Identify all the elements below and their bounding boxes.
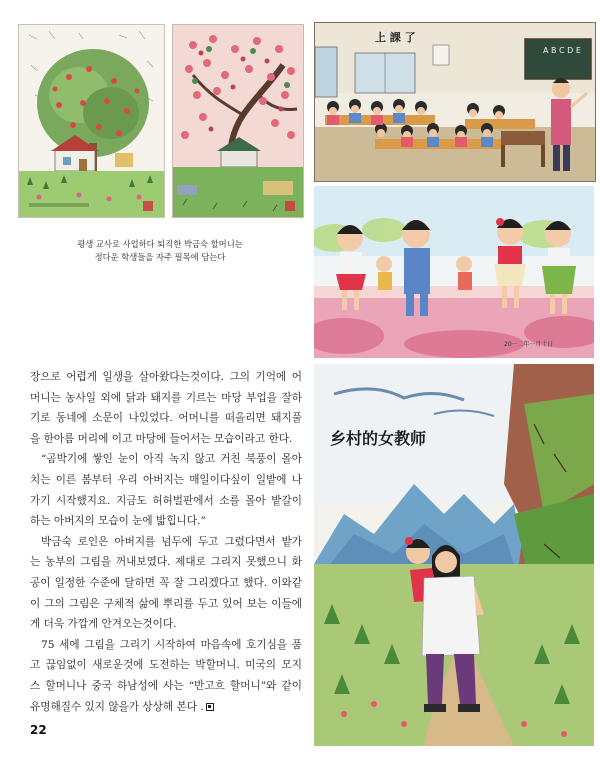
body-line-1: 장으로 어렵게 일생을 살아왔다는것이다. 그의 기억에 어 bbox=[30, 371, 302, 383]
body-line-13: 게 더욱 가깝게 안겨오는것이다. bbox=[30, 618, 177, 631]
body-line-5: “곰박기에 쌓인 눈이 아직 녹지 않고 거친 북풍이 몰아 bbox=[41, 453, 302, 466]
body-line-14: 75 세에 그림을 그리기 시작하여 마음속에 호기심을 품 bbox=[41, 638, 302, 651]
body-line-3: 기로 동네에 소문이 나있었다. 어머니를 떠올리면 돼지풀 bbox=[30, 412, 302, 425]
body-line-16: 스 할머니나 중국 하남성에 사는 “반고흐 할머니”와 같이 bbox=[30, 679, 302, 692]
body-line-11: 공이 일정한 수준에 달하면 꼭 잘 그리겠다고 했다. 이와같 bbox=[30, 576, 302, 589]
painting-classroom bbox=[314, 22, 596, 182]
blackboard-text: A B C D E bbox=[543, 46, 581, 55]
body-line-17-text: 유명해질수 있지 않을가 상상해 본다 . bbox=[30, 700, 204, 713]
painting-running-children bbox=[314, 186, 594, 358]
body-line-7: 가기 시작했지요. 지금도 허허벌판에서 소를 몰아 밭갈이 bbox=[30, 494, 302, 507]
photo-caption bbox=[18, 238, 302, 263]
painting-tree-house bbox=[18, 24, 165, 218]
classroom-sign: 上 課 了 bbox=[375, 31, 416, 44]
body-line-17 bbox=[30, 697, 302, 718]
end-mark-icon bbox=[206, 703, 214, 711]
body-line-9: 박금숙 로인은 아버지를 넘두에 두고 그렸다면서 밭가 bbox=[41, 535, 302, 548]
body-line-10: 는 농부의 그림을 꺼내보였다. 제대로 그리지 못했으니 화 bbox=[30, 556, 302, 569]
body-line-8: 하는 아버지의 모습이 눈에 밟힙니다.” bbox=[30, 515, 206, 528]
village-teacher-title: 乡村的女教师 bbox=[330, 429, 427, 448]
body-line-4: 을 한아름 머리에 이고 마당에 들어서는 모습이라고 한다. bbox=[30, 432, 293, 445]
painting-village-teacher bbox=[314, 364, 594, 746]
page-number: 22 bbox=[30, 723, 47, 737]
body-line-12: 이 그의 그림은 구체적 삶에 뿌리를 두고 있어 보는 이들에 bbox=[30, 597, 302, 610]
caption-line-2: 정다운 학생들을 자주 필목에 담는다 bbox=[94, 251, 226, 262]
children-painting-date: 20ㅡ二年ㅡ月十日 bbox=[504, 341, 554, 348]
body-line-15: 고 끊임없이 새로운것에 도전하는 박할머니. 미국의 모지 bbox=[30, 659, 302, 672]
body-line-2: 머니는 농사일 외에 닭과 돼지를 기르는 마당 부업을 잘하 bbox=[30, 391, 302, 404]
painting-blossom-tree bbox=[172, 24, 304, 218]
article-body bbox=[30, 367, 302, 717]
caption-line-1: 평생 교사로 사업하다 퇴직한 박금숙 할머니는 bbox=[77, 239, 243, 249]
body-line-6: 치는 이른 봄부터 우리 아버지는 매일이다싶이 일밭에 나 bbox=[30, 473, 302, 486]
